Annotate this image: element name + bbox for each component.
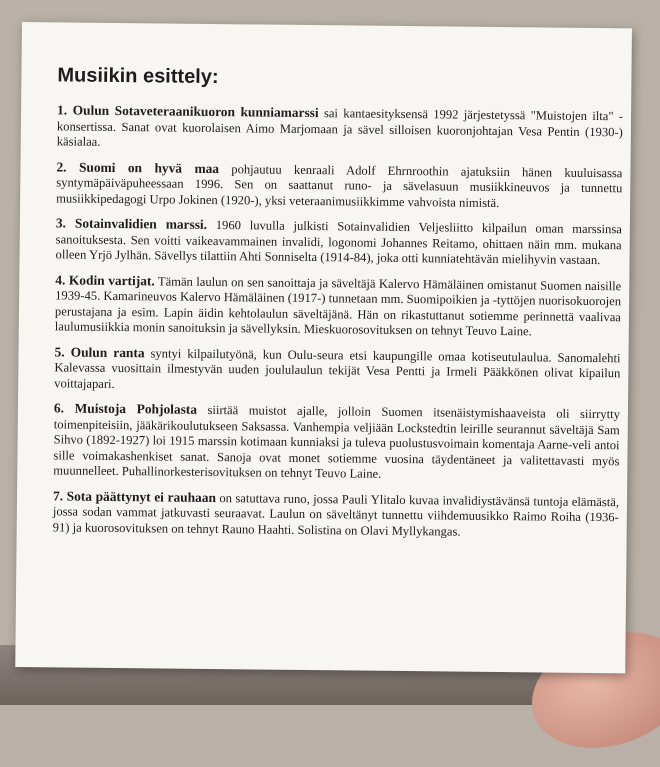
section-heading: 4. Kodin vartijat.	[55, 271, 155, 288]
sections	[53, 102, 624, 550]
section-5	[54, 344, 620, 397]
section-6	[53, 400, 620, 484]
section-heading: 7. Sota päättynyt ei rauhaan	[52, 487, 217, 505]
section-heading: 3. Sotainvalidien marssi.	[55, 215, 208, 232]
section-heading: 2. Suomi on hyvä maa	[56, 158, 220, 176]
page-title: Musiikin esittely:	[57, 64, 219, 89]
section-1	[57, 102, 623, 155]
section-text: on satuttava runo, jossa Pauli Ylitalo kuvaa invalidiystävänsä tuntoja elämästä, jossa sodan vammat jatkuvasti seuraavat. Laulun on säveltänyt tunnettu viihdemuusikko Raimo Roiha (1936-91) ja kuorosovituksen on tehnyt Rauno Haahti. Solistina on Olavi Myllykangas.	[52, 490, 620, 539]
section-text: sai kantaesityksensä 1992 järjestetyssä "Muistojen ilta" -konsertissa. Sanat ovat kuorolaisen Aimo Marjomaan ja sävel silloisen kuoronjohtajan Vesa Pentin (1930-) käsialaa.	[56, 106, 624, 149]
section-text: 1960 luvulla julkisti Sotainvalidien Veljesliitto kilpailun oman marssinsa sanoituksesta. Sen voitti vaikeavammainen invalidi, logonomi Johannes Reitamo, ohittaen näin mm. mukana olleen Yrjö Jylhän. Sävellys tilattiin Ahti Sonniselta (1914-84), joka otti kunniatehtävän mielihyvin vastaan.	[55, 217, 622, 268]
section-text: siirtää muistot ajalle, jolloin Suomen itsenäistymishaaveista oli siirrytty toimenpiteisiin, jääkärikoulutukseen Saksassa. Vanhempia veljiään Lockstedtin leirille seurannut säveltäjä Sam Sihvo (1892-1927) loi 1915 marssin kotimaan kunniaksi ja tuleva puolustusvoimain komentaja Aarne-veli antoi sille voimakashenkiset sanat. Sanoja ovat monet sotiemme vuosina täydentäneet ja valitettavasti myös muunnelleet. Puhallinorkesterisovituksen on tehnyt Teuvo Laine.	[53, 402, 621, 481]
section-heading: 1. Oulun Sotaveteraanikuoron kunniamarssi	[57, 102, 319, 121]
section-3	[55, 215, 621, 268]
section-text: syntyi kilpailutyönä, kun Oulu-seura etsi kaupungille omaa kotiseutulaulua. Sanomalehti Kalevassa vuosittain ilmestyvän uuden joululaulun tekijät Vesa Pentti ja Irmeli Pääkkönen olivat kipailun voittajapari.	[54, 345, 621, 391]
booklet-page	[15, 22, 632, 673]
section-7	[53, 488, 619, 541]
section-2	[56, 159, 622, 212]
section-heading: 6. Muistoja Pohjolasta	[53, 400, 198, 417]
section-text: Tämän laulun on sen sanoittaja ja säveltäjä Kalervo Hämäläinen omistanut Suomen naisille 1939-45. Kamarineuvos Kalervo Hämäläinen (1917-) tunnetaan mm. Suomipoikien ja -tyttöjen nuorisokuorojen perustajana ja esim. Lapin äidin kehtolaulun säveltäjänä. Hän on rikastuttanut sotiemme perinnettä vaalivaa laulumusiikkia monin sanoituksin ja sävellyksin. Mieskuorosovituksen on tehnyt Teuvo Laine.	[54, 273, 622, 339]
section-text: pohjautuu kenraali Adolf Ehrnroothin ajatuksiin hänen kuuluisassa syntymäpäiväpuheessaan 1996. Sen on saattanut runo- ja sävelasuun musiikkineuvos ja tunnettu musiikkipedagogi Urpo Jokinen (1920-), yksi veteraanimusiikkimme vahvoista nimistä.	[56, 161, 623, 210]
section-4	[55, 272, 622, 341]
section-heading: 5. Oulun ranta	[54, 343, 145, 360]
